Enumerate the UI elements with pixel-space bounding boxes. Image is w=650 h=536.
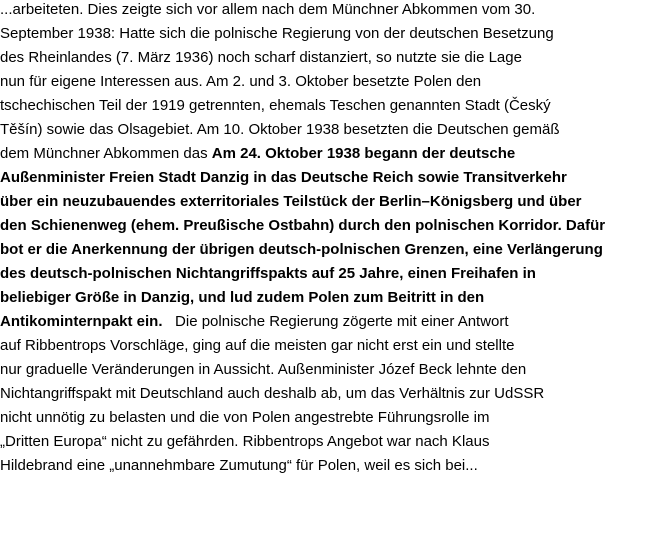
text-line-2 — [0, 22, 554, 46]
bold-text: den Schienenweg (ehem. Preußische Ostbahn) durch den polnischen Korridor. Dafür — [0, 217, 606, 234]
text-line-3 — [0, 46, 522, 70]
bold-text: bot er die Anerkennung der übrigen deutsch-polnischen Grenzen, eine Verlängerung — [0, 241, 603, 258]
regular-text: tschechischen Teil der 1919 getrennten, ehemals Teschen genannten Stadt (Český — [0, 97, 551, 114]
text-line-7 — [0, 142, 515, 166]
text-line-12 — [0, 262, 536, 286]
text-line-19 — [0, 430, 489, 454]
regular-text: auf Ribbentrops Vorschläge, ging auf die meisten gar nicht erst ein und stellte — [0, 337, 515, 354]
regular-text: nicht unnötig zu belasten und die von Polen angestrebte Führungsrolle im — [0, 409, 490, 426]
bold-text: Antikominternpakt ein. — [0, 313, 163, 330]
regular-text: Nichtangriffspakt mit Deutschland auch deshalb ab, um das Verhältnis zur UdSSR — [0, 385, 545, 402]
text-line-4 — [0, 70, 481, 94]
bold-text: Außenminister Freien Stadt Danzig in das Deutsche Reich sowie Transitverkehr — [0, 169, 567, 186]
regular-text: des Rheinlandes (7. März 1936) noch scharf distanziert, so nutzte sie die Lage — [0, 49, 522, 66]
text-line-9 — [0, 190, 582, 214]
text-line-1 — [0, 0, 535, 22]
regular-text: nun für eigene Interessen aus. Am 2. und 3. Oktober besetzte Polen den — [0, 73, 482, 90]
text-line-15 — [0, 334, 514, 358]
text-line-16 — [0, 358, 526, 382]
text-line-14 — [0, 310, 509, 334]
text-line-20 — [0, 454, 478, 478]
regular-text: Těšín) sowie das Olsagebiet. Am 10. Oktober 1938 besetzten die Deutschen gemäß — [0, 121, 560, 138]
regular-text: ...arbeiteten. Dies zeigte sich vor allem nach dem Münchner Abkommen vom 30. — [0, 1, 536, 18]
bold-text: über ein neuzubauendes exterritoriales Teilstück der Berlin–Königsberg und über — [0, 193, 582, 210]
regular-text: Die polnische Regierung zögerte mit einer Antwort — [162, 313, 509, 330]
text-line-10 — [0, 214, 605, 238]
text-line-17 — [0, 382, 544, 406]
text-line-8 — [0, 166, 567, 190]
text-line-11 — [0, 238, 603, 262]
bold-text: beliebiger Größe in Danzig, und lud zudem Polen zum Beitritt in den — [0, 289, 485, 306]
bold-text: Am 24. Oktober 1938 begann der deutsche — [211, 145, 516, 162]
regular-text: September 1938: Hatte sich die polnische Regierung von der deutschen Besetzung — [0, 25, 554, 42]
regular-text: Hildebrand eine „unannehmbare Zumutung“ für Polen, weil es sich bei... — [0, 457, 478, 474]
regular-text: dem Münchner Abkommen das — [0, 145, 212, 162]
regular-text: „Dritten Europa“ nicht zu gefährden. Ribbentrops Angebot war nach Klaus — [0, 433, 490, 450]
text-line-13 — [0, 286, 484, 310]
regular-text: nur graduelle Veränderungen in Aussicht. Außenminister Józef Beck lehnte den — [0, 361, 527, 378]
text-line-18 — [0, 406, 490, 430]
bold-text: des deutsch-polnischen Nichtangriffspakts auf 25 Jahre, einen Freihafen in — [0, 265, 536, 282]
text-line-5 — [0, 94, 551, 118]
text-line-6 — [0, 118, 559, 142]
